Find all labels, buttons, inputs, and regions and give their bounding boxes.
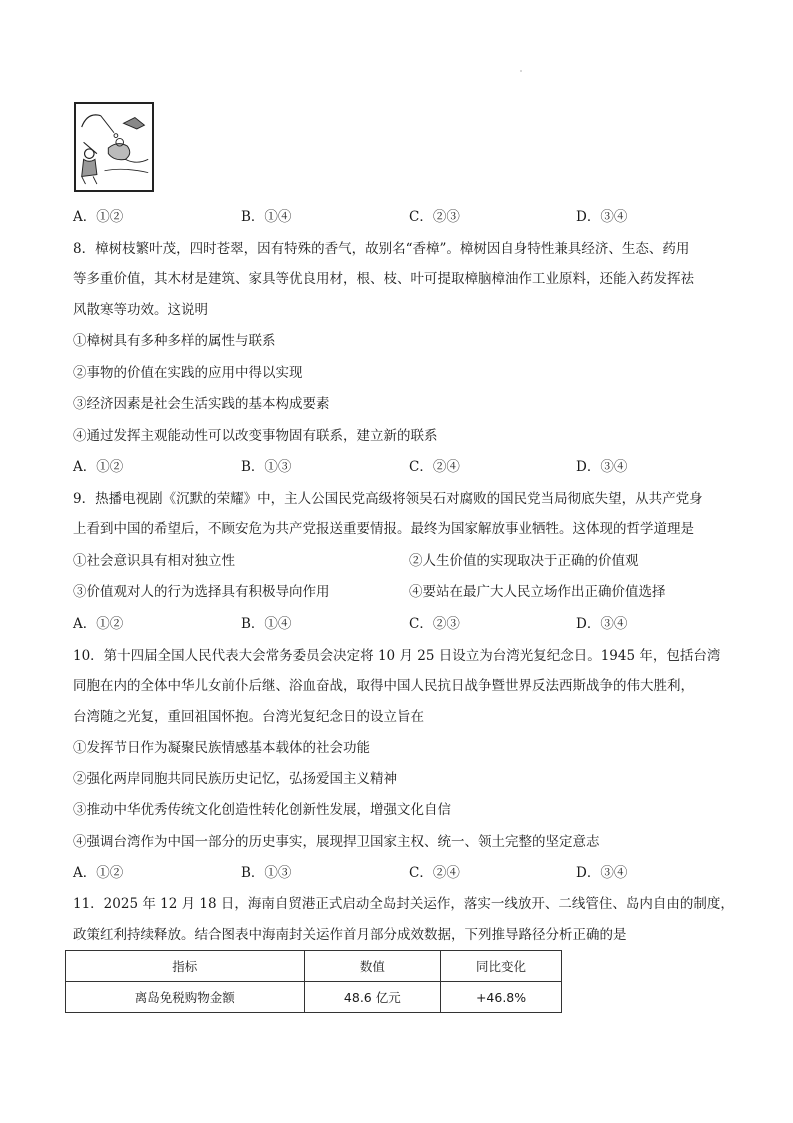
q10-stem-line1: 10．第十四届全国人民代表大会常务委员会决定将 10 月 25 日设立为台湾光复纪念日。1945 年，包括台湾 — [73, 648, 721, 664]
q9-options — [73, 615, 733, 633]
cartoon-illustration — [74, 102, 154, 192]
q11-data-table — [65, 950, 562, 1013]
q8-options — [73, 458, 733, 476]
q10-options — [73, 864, 733, 882]
q8-option-d[interactable]: D．③④ — [576, 459, 628, 475]
table-header-indicator: 指标 — [66, 951, 305, 982]
q7-option-c[interactable]: C．②③ — [409, 209, 460, 225]
q8-statement-2: ②事物的价值在实践的应用中得以实现 — [73, 365, 303, 381]
q9-option-d[interactable]: D．③④ — [576, 616, 628, 632]
q8-statement-1: ①樟树具有多种多样的属性与联系 — [73, 333, 276, 349]
q9-stem-line1: 9．热播电视剧《沉默的荣耀》中，主人公国民党高级将领吴石对腐败的国民党当局彻底失望，从共产党身 — [73, 491, 703, 507]
table-cell-yoy-change: +46.8% — [441, 982, 562, 1013]
cartoon-drawing — [76, 104, 152, 190]
q10-stem-line3: 台湾随之光复，重回祖国怀抱。台湾光复纪念日的设立旨在 — [73, 709, 424, 725]
q7-option-a[interactable]: A．①② — [73, 209, 124, 225]
q8-option-c[interactable]: C．②④ — [409, 459, 460, 475]
q9-statement-3: ③价值观对人的行为选择具有积极导向作用 — [73, 584, 330, 600]
q8-statement-3: ③经济因素是社会生活实践的基本构成要素 — [73, 396, 330, 412]
q10-option-b[interactable]: B．①③ — [241, 865, 292, 881]
q10-option-a[interactable]: A．①② — [73, 865, 124, 881]
q9-option-a[interactable]: A．①② — [73, 616, 124, 632]
table-header-row — [66, 951, 562, 982]
q8-option-a[interactable]: A．①② — [73, 459, 124, 475]
q8-statement-4: ④通过发挥主观能动性可以改变事物固有联系，建立新的联系 — [73, 428, 438, 444]
q8-stem-line1: 8．樟树枝繁叶茂，四时苍翠，因有特殊的香气，故别名“香樟”。樟树因自身特性兼具经济、生态、药用 — [73, 241, 690, 257]
table-header-yoy-change: 同比变化 — [441, 951, 562, 982]
q9-statement-1: ①社会意识具有相对独立性 — [73, 553, 235, 569]
table-cell-value: 48.6 亿元 — [304, 982, 441, 1013]
q11-stem-line1: 11．2025 年 12 月 18 日，海南自贸港正式启动全岛封关运作，落实一线放开、二线管住、岛内自由的制度， — [73, 896, 734, 912]
q9-option-b[interactable]: B．①④ — [241, 616, 292, 632]
table-cell-indicator: 离岛免税购物金额 — [66, 982, 305, 1013]
q9-option-c[interactable]: C．②③ — [409, 616, 460, 632]
q10-option-d[interactable]: D．③④ — [576, 865, 628, 881]
q9-stem-line2: 上看到中国的希望后，不顾安危为共产党报送重要情报。最终为国家解放事业牺牲。这体现的哲学道理是 — [73, 521, 694, 537]
q9-statements-row1 — [73, 552, 733, 570]
q9-statement-2: ②人生价值的实现取决于正确的价值观 — [409, 553, 639, 569]
q10-option-c[interactable]: C．②④ — [409, 865, 460, 881]
q8-stem-line3: 风散寒等功效。这说明 — [73, 302, 208, 318]
q10-stem-line2: 同胞在内的全体中华儿女前仆后继、浴血奋战，取得中国人民抗日战争暨世界反法西斯战争的伟大胜利， — [73, 678, 694, 694]
q7-options — [73, 208, 733, 226]
q10-statement-3: ③推动中华优秀传统文化创造性转化创新性发展，增强文化自信 — [73, 802, 451, 818]
q11-stem-line2: 政策红利持续释放。结合图表中海南封关运作首月部分成效数据，下列推导路径分析正确的是 — [73, 927, 627, 943]
q7-option-d[interactable]: D．③④ — [576, 209, 628, 225]
q10-statement-2: ②强化两岸同胞共同民族历史记忆，弘扬爱国主义精神 — [73, 771, 397, 787]
q10-statement-4: ④强调台湾作为中国一部分的历史事实，展现捍卫国家主权、统一、领土完整的坚定意志 — [73, 834, 600, 850]
q8-option-b[interactable]: B．①③ — [241, 459, 292, 475]
table-header-value: 数值 — [304, 951, 441, 982]
q10-statement-1: ①发挥节日作为凝聚民族情感基本载体的社会功能 — [73, 740, 370, 756]
q8-stem-line2: 等多重价值，其木材是建筑、家具等优良用材，根、枝、叶可提取樟脑樟油作工业原料，还能入药发挥祛 — [73, 271, 694, 287]
q7-option-b[interactable]: B．①④ — [241, 209, 292, 225]
table-row — [66, 982, 562, 1013]
q9-statement-4: ④要站在最广大人民立场作出正确价值选择 — [409, 584, 666, 600]
q9-statements-row2 — [73, 583, 733, 601]
scan-speck — [520, 70, 522, 72]
